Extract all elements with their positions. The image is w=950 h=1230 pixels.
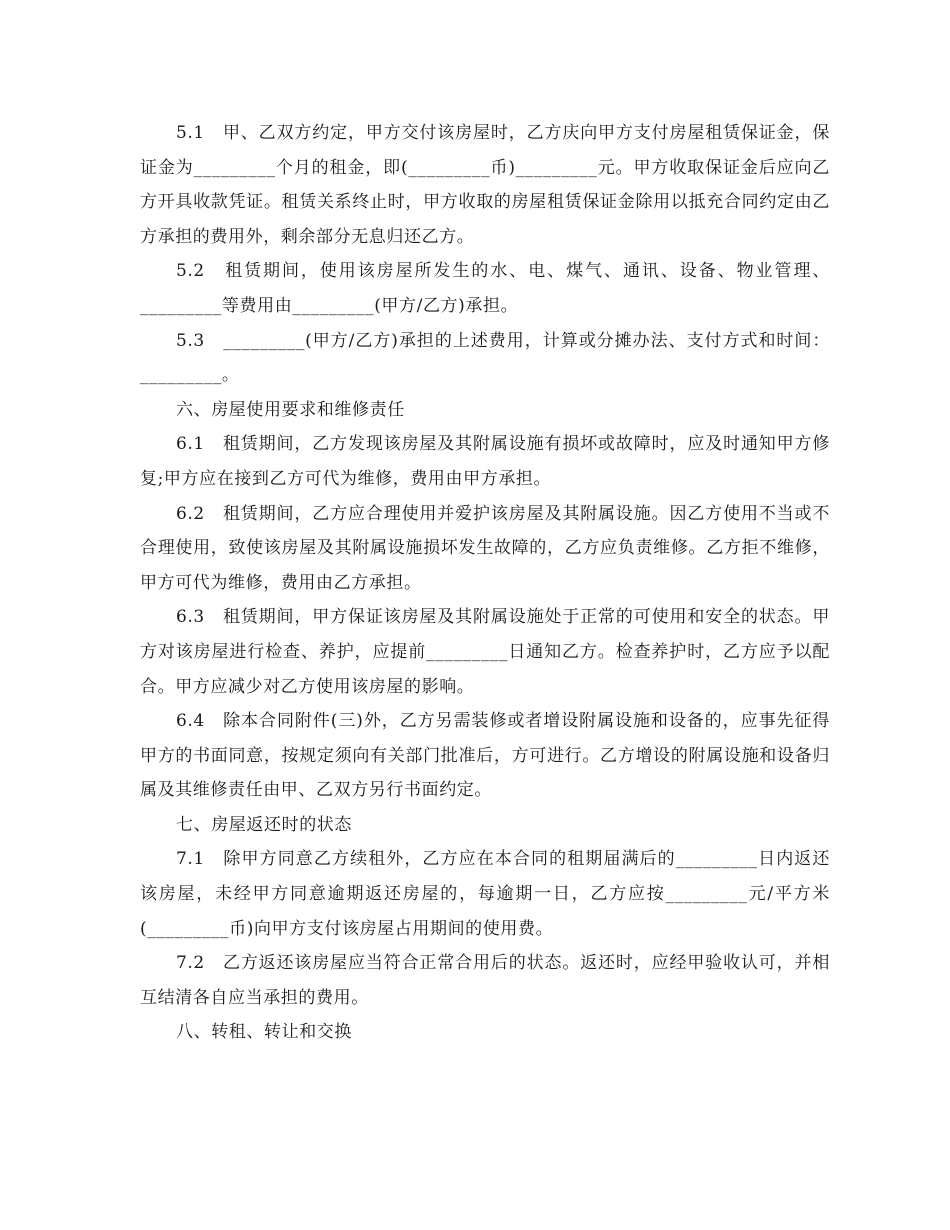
clause-5-2: 5.2 租赁期间，使用该房屋所发生的水、电、煤气、通讯、设备、物业管理、_________等费用由_________(甲方/乙方)承担。 (140, 261, 830, 316)
section-heading-8: 八、转租、转让和交换 (176, 1022, 352, 1043)
clause-6-4: 6.4 除本合同附件(三)外，乙方另需装修或者增设附属设施和设备的，应事先征得甲方的书面同意，按规定须向有关部门批准后，方可进行。乙方增设的附属设施和设备归属及其维修责任由甲、乙双方另行书面约定。 (140, 711, 830, 801)
clause-6-3: 6.3 租赁期间，甲方保证该房屋及其附属设施处于正常的可使用和安全的状态。甲方对该房屋进行检查、养护，应提前_________日通知乙方。检查养护时，乙方应予以配合。甲方应减少对乙方使用该房屋的影响。 (140, 607, 830, 697)
clause-6-1: 6.1 租赁期间，乙方发现该房屋及其附属设施有损坏或故障时，应及时通知甲方修复;甲方应在接到乙方可代为维修，费用由甲方承担。 (140, 434, 830, 489)
clause-5-3: 5.3 _________(甲方/乙方)承担的上述费用，计算或分摊办法、支付方式和时间：_________。 (140, 330, 830, 386)
clause-6-2: 6.2 租赁期间，乙方应合理使用并爱护该房屋及其附属设施。因乙方使用不当或不合理使用，致使该房屋及其附属设施损坏发生故障的，乙方应负责维修。乙方拒不维修，甲方可代为维修，费用由乙方承担。 (140, 503, 830, 593)
section-heading-7: 七、房屋返还时的状态 (176, 814, 352, 835)
clause-7-1: 7.1 除甲方同意乙方续租外，乙方应在本合同的租期届满后的_________日内返还该房屋，未经甲方同意逾期返还房屋的，每逾期一日，乙方应按_________元/平方米(_________币)向甲方支付该房屋占用期间的使用费。 (140, 849, 830, 939)
clause-5-1: 5.1 甲、乙双方约定，甲方交付该房屋时，乙方庆向甲方支付房屋租赁保证金，保证金为_________个月的租金，即(_________币)_________元。甲方收取保证金后应向乙方开具收款凭证。租赁关系终止时，甲方收取的房屋租赁保证金除用以抵充合同约定由乙方承担的费用外，剩余部分无息归还乙方。 (140, 123, 830, 247)
document-body (140, 116, 830, 1050)
section-heading-6: 六、房屋使用要求和维修责任 (176, 399, 405, 420)
clause-7-2: 7.2 乙方返还该房屋应当符合正常合用后的状态。返还时，应经甲验收认可，并相互结清各自应当承担的费用。 (140, 953, 830, 1008)
